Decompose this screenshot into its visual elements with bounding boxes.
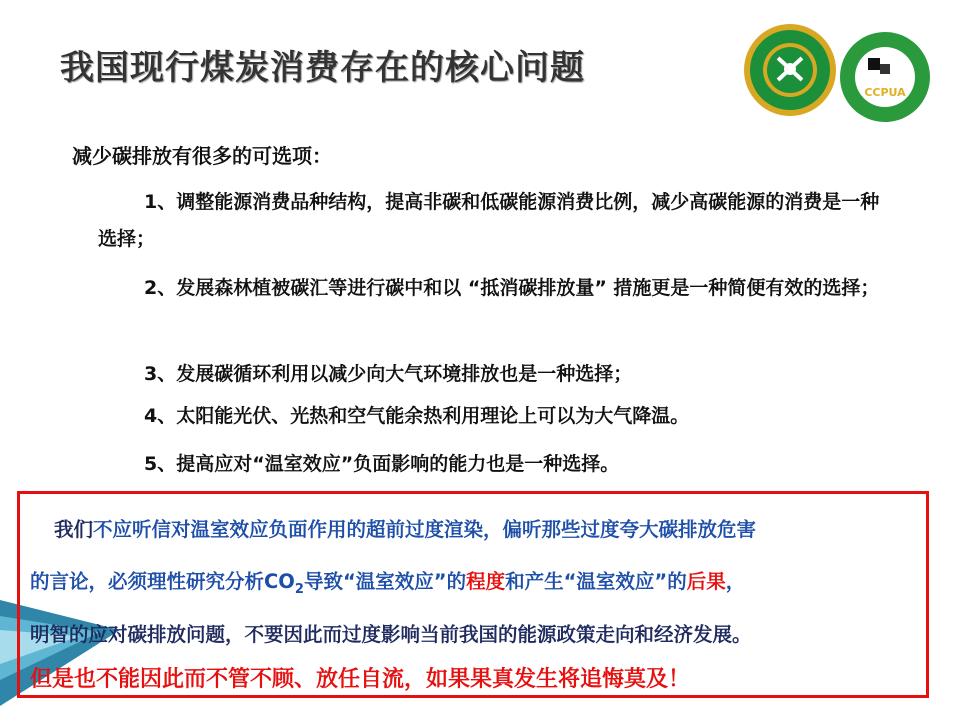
box-line1-rest: 不应听信对温室效应负面作用的超前过度渲染，偏听那些过度夸大碳排放危害 [93,518,757,541]
ccpua-logo [838,30,932,124]
coal-association-logo [742,22,838,118]
option-item-4: 4、太阳能光伏、光热和空气能余热利用理论上可以为大气降温。 [144,405,690,427]
box-line2-end: ， [725,570,746,593]
intro-text: 减少碳排放有很多的可选项： [72,144,332,168]
box-line2-start: 的言论，必须理性研究分析CO [30,570,295,593]
box-line-2 [30,566,745,597]
highlight-degree: 程度 [466,570,506,593]
slide-title: 我国现行煤炭消费存在的核心问题 [60,48,585,88]
box-line1-start: 我们 [54,518,94,541]
option-item-5: 5、提高应对“温室效应”负面影响的能力也是一种选择。 [144,453,620,475]
highlight-consequence: 后果 [686,570,726,593]
box-line-4-warning: 但是也不能因此而不管不顾、放任自流，如果果真发生将追悔莫及！ [30,667,691,692]
box-line-3: 明智的应对碳排放问题，不要因此而过度影响当前我国的能源政策走向和经济发展。 [30,623,752,646]
box-line-1 [54,514,756,542]
option-item-2: 2、发展森林植被碳汇等进行碳中和以 “抵消碳排放量” 措施更是一种简便有效的选择； [144,277,880,299]
ccpua-text: CCPUA [864,86,906,99]
box-line2-mid2: 和产生“温室效应”的 [505,570,687,593]
option-item-3: 3、发展碳循环利用以减少向大气环境排放也是一种选择； [144,363,633,385]
option-item-1: 1、调整能源消费品种结构，提高非碳和低碳能源消费比例，减少高碳能源的消费是一种选择； [98,191,880,250]
co2-subscript: 2 [294,581,304,597]
box-line2-mid: 导致“温室效应”的 [303,570,467,593]
